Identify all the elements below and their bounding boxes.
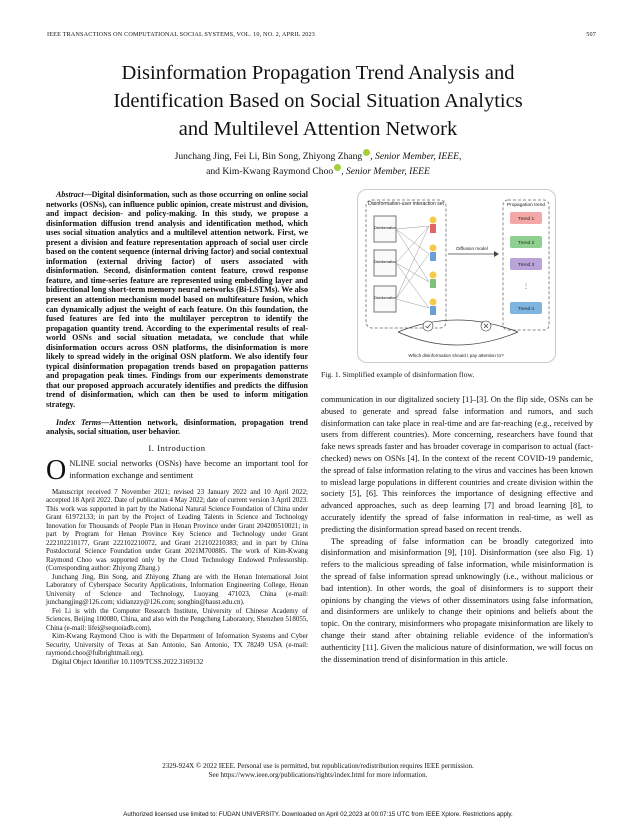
feedback-arrow-top	[398, 320, 518, 332]
title-line-3: and Multilevel Attention Network	[178, 118, 458, 140]
diffusion-model-label: Diffusion model	[456, 246, 488, 251]
intro-first-word: NLINE	[69, 458, 95, 469]
paragraph-2: The spreading of false information can be broadly categorized into disinformation and misinformation [9], [10]. Disinformation (see also Fig. 1) refers to the malicious spreading of false information, while misinformation is the spread of false information spread unknowingly (i.e., without malicious or bad intention). In other words, the goal of disinformers is to support their opinions by changing the views of other disseminators using false information, and disinformers are unlikely to change their opinions and beliefs about the topic. On the contrary, misinformers who propagate misinformation are likely to change their stand after obtaining reliable evidence of the information's authenticity [11]. Given the malicious nature of disinformation, we will focus on the dissemination trend of disinformation in this article.	[321, 536, 593, 664]
trend-label: Trend 1	[517, 217, 535, 222]
title-line-2: Identification Based on Social Situation Analytics	[113, 90, 523, 112]
left-column	[46, 190, 308, 666]
index-terms: Index Terms—Attention network, disinformation, propagation trend analysis, social situation, user behavior.	[46, 417, 309, 437]
abstract-label: Abstract	[56, 190, 84, 199]
user-icon	[430, 217, 437, 224]
doc-label: Disinformation	[374, 296, 396, 300]
propagation-trend-title: Propagation trend	[506, 203, 546, 208]
author-role-line-2: , Senior Member, IEEE	[341, 165, 430, 177]
drop-cap: O	[46, 455, 67, 487]
doc-label: Disinformation	[374, 226, 396, 230]
user-icons	[430, 217, 437, 316]
intro-text: social networks (OSNs) have become an important tool for information exchange and sentiment	[69, 458, 308, 481]
trend-label: Trend n	[517, 307, 535, 312]
index-terms-text: Attention network, disinformation, propagation trend analysis, social situation, user behavior.	[46, 417, 309, 437]
paper-title	[40, 59, 596, 143]
author-list	[40, 149, 596, 178]
doc-label: Disinformation	[374, 260, 396, 264]
ellipsis: ⋮	[523, 284, 529, 290]
user-icon	[430, 245, 437, 252]
section-heading: I. Introduction	[148, 442, 206, 453]
author-names-line-2: and Kim-Kwang Raymond Choo	[206, 165, 334, 177]
interaction-set-title: Disinformation-user interaction set	[368, 201, 444, 207]
footnote-affiliation-2: Fei Li is with the Computer Research Institute, University of Chinese Academy of Sciences, Beijing 100080, China, and also with the Pengcheng Laboratory, Shenzhen 518055, China (e-mail: lifei@sequoiadb.com).	[46, 606, 308, 632]
index-terms-label: Index Terms	[56, 417, 102, 427]
right-column	[321, 394, 593, 665]
abstract-text: Digital disinformation, such as those occurring on online social networks (OSNs), can influence public opinion, create mistrust and division, and impact decision- and policy-making. In this study, we propose a disinformation diffusion trend analysis and identification method, which uses social situation analytics and a multilevel attention network. First, we present a division and feature representation approach of social user circle based on the content sequence (internal driving factor) and social contextual information (external driving factor) of users associated with disinformation. Second, disinformation content feature, crowd response feature, and time-series feature are represented using embedding layer and bidirectional long short-term memory neural networks (Bi-LSTMs). We also present an attention mechanism model based on multifeature fusion, which can dynamically adjust the weight of each feature. On this foundation, the fused features are fed into the multilayer perceptron to identify the propagation quantity trend. According to the experimental results of real-world OSNs and social situation metadata, we conclude that while disinformation occurs across OSN platforms, the disinformation is more likely to spread widely in the original OSN platform. We also identify four typical disinformation propagation trends based on propagation patterns and propagation peak times. Findings from our experiments demonstrate that our proposed approach accurately identifies and predicts the diffusion trend of disinformation, which can then be used to inform mitigation strategy.	[46, 190, 308, 410]
copyright-line-2: See https://www.ieee.org/publications/rights/index.html for more information.	[208, 771, 428, 779]
author-role-line-1: , Senior Member, IEEE,	[370, 151, 462, 162]
figure-1-diagram	[358, 190, 555, 362]
trend-label: Trend 3	[517, 263, 535, 268]
paragraph-1: communication in our digitalized society [1]–[3]. On the flip side, OSNs can be abused to generate and spread false information and rumors, and such disinformation can take place in real-time and are far-reaching (e.g., received by users from different countries). More concerning, researchers have found that fake news spreads faster and has broader coverage in comparison to actual (fact-checked) news on OSNs [4]. In the context of the recent COVID-19 pandemic, the spread of false information relating to the virus and vaccines has been known to mislead large populations in different countries and create division within the society [5], [6]. This reinforces the importance of designing effective and advanced approaches, such as deep learning [7] and broad learning [8], to accurately identify the spread of false information in real-time, as well as predicting the disinformation spread based on recent trends.	[321, 395, 593, 534]
footnotes	[46, 488, 308, 667]
figure-1-caption: Fig. 1. Simplified example of disinformation flow.	[321, 370, 475, 379]
trend-label: Trend 2	[517, 241, 535, 246]
title-line-1: Disinformation Propagation Trend Analysis and	[121, 62, 515, 84]
check-icon	[423, 321, 433, 331]
intro-paragraph	[46, 455, 308, 487]
running-header: IEEE TRANSACTIONS ON COMPUTATIONAL SOCIAL SYSTEMS, VOL. 10, NO. 2, APRIL 2023	[47, 31, 315, 38]
footnote-affiliation-3: Kim-Kwang Raymond Choo is with the Department of Information Systems and Cyber Security, University of Texas at San Antonio, San Antonio, TX 78249 USA (e-mail: raymond.choo@fulbrightmail.org).	[46, 632, 308, 658]
authorized-use-notice: Authorized licensed use limited to: FUDAN UNIVERSITY. Downloaded on April 02,2023 at 00:07:15 UTC from IEEE Xplore. Restrictions apply.	[123, 811, 513, 818]
user-icon	[430, 272, 437, 279]
author-names-line-1: Junchang Jing, Fei Li, Bin Song, Zhiyong Zhang	[174, 151, 363, 162]
footnote-manuscript: Manuscript received 7 November 2021; revised 23 January 2022 and 10 April 2022; accepted 18 April 2022. Date of publication 4 May 2022; date of current version 3 April 2023. This work was supported in part by the National Natural Science Foundation of China under Grant 61972133; in part by the Project of Leading Talents in Science and Technology Innovation for Thousands of People Plan in Henan Province under Grant 204200510021; in part by Program for Henan Province Key Science and Technology under Grant 222102210177, Grant 222102210072, and Grant 212102210383; and in part by China Postdoctoral Science Foundation under Grant 2021M700885. The work of Kim-Kwang Raymond Choo was supported only by the Cloud Technology Endowed Professorship. (Corresponding author: Zhiyong Zhang.)	[46, 487, 308, 573]
abstract: Abstract—Digital disinformation, such as those occurring on online social networks (OSNs), can influence public opinion, create mistrust and division, and impact decision- and policy-making. In this study, we propose a disinformation diffusion trend analysis and identification method, which uses social situation analytics and a multilevel attention network. First, we present a division and feature representation approach of social user circle based on the content sequence (internal driving factor) and social contextual information (external driving factor) of users associated with disinformation. Second, disinformation content feature, crowd response feature, and time-series feature are represented using embedding layer and bidirectional long short-term memory neural networks (Bi-LSTMs). We also present an attention mechanism model based on multifeature fusion, which can dynamically adjust the weight of each feature. On this foundation, the fused features are fed into the multilayer perceptron to identify the propagation quantity trend. According to the experimental results of real-world OSNs and social situation metadata, we conclude that while disinformation occurs across OSN platforms, the disinformation is more likely to spread widely in the original OSN platform. We also identify four typical disinformation propagation trends based on propagation patterns and propagation peak times. Findings from our experiments demonstrate that our proposed approach accurately identifies and predicts the diffusion trend of disinformation, which can then be used to inform mitigation strategy.	[46, 190, 308, 410]
figure-question: Which disinformation should I pay attention to?	[408, 353, 504, 358]
figure-1	[357, 189, 556, 363]
footnote-doi: Digital Object Identifier 10.1109/TCSS.2022.3169132	[52, 657, 204, 666]
feedback-arrow-bottom	[398, 332, 518, 345]
footnote-affiliation-1: Junchang Jing, Bin Song, and Zhiyong Zhang are with the Henan International Joint Laboratory of Cyberspace Security Applications, Information Engineering College, Henan University of Science and Technology, Luoyang 471023, China (e-mail: junchangjing@126.com; xidianzzy@126.com; songbin@haust.edu.cn).	[46, 572, 308, 607]
page-number: 507	[586, 31, 596, 38]
trend-boxes	[510, 212, 542, 314]
copyright-line-1: 2329-924X © 2022 IEEE. Personal use is permitted, but republication/redistribution requires IEEE permission.	[162, 762, 474, 770]
copyright-notice	[40, 762, 596, 780]
interaction-edges	[396, 226, 429, 308]
user-icon	[430, 299, 437, 306]
disinformation-docs	[374, 216, 396, 312]
